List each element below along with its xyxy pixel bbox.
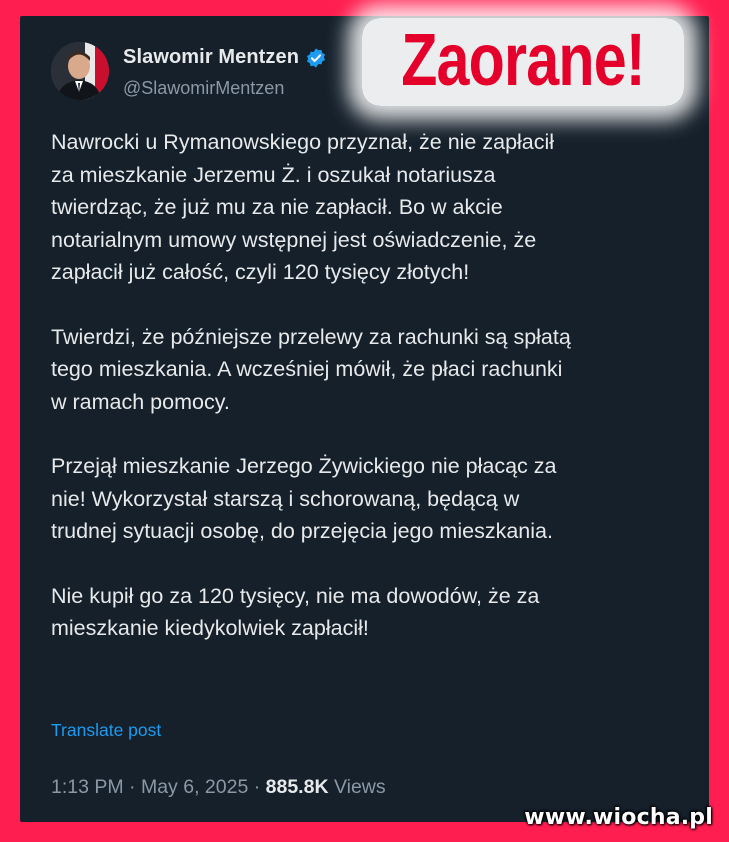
post-body <box>51 126 691 677</box>
author-name[interactable]: Slawomir Mentzen <box>123 46 300 68</box>
author-name-row <box>123 46 327 69</box>
post-time[interactable]: 1:13 PM <box>51 776 124 798</box>
post-date[interactable]: May 6, 2025 <box>140 776 249 798</box>
post-metadata <box>51 776 386 799</box>
avatar[interactable] <box>51 42 109 100</box>
views-label: Views <box>333 776 386 798</box>
view-count[interactable]: 885.8K <box>265 776 329 798</box>
verified-badge-icon <box>305 47 327 69</box>
meta-separator: · <box>129 776 136 798</box>
avatar-photo-icon <box>51 42 109 100</box>
meta-separator: · <box>253 776 261 798</box>
site-watermark: www.wiocha.pl <box>524 805 713 830</box>
zaorane-stamp: Zaorane! <box>401 18 645 101</box>
post-card <box>20 16 709 822</box>
author-handle[interactable]: @SlawomirMentzen <box>123 78 285 98</box>
post-paragraph-4: Nie kupił go za 120 tysięcy, nie ma dowodów, że za mieszkanie kiedykolwiek zapłacił! <box>51 583 540 640</box>
post-paragraph-3: Przejął mieszkanie Jerzego Żywickiego nie płacąc za nie! Wykorzystał starszą i schorowaną, będącą w trudnej sytuacji osobę, do przejęcia jego mieszkania. <box>51 454 557 543</box>
translate-post-link[interactable]: Translate post <box>51 720 162 740</box>
post-paragraph-2: Twierdzi, że późniejsze przelewy za rachunki są spłatą tego mieszkania. A wcześniej mówił, że płaci rachunki w ramach pomocy. <box>51 324 571 414</box>
post-paragraph-1: Nawrocki u Rymanowskiego przyznał, że nie zapłacił za mieszkanie Jerzemu Ż. i oszukał notariusza twierdząc, że już mu za nie zapłacił. Bo w akcie notarialnym umowy wstępnej jest oświadczenie, że zapłacił już całość, czyli 120 tysięcy złotych! <box>51 130 555 284</box>
